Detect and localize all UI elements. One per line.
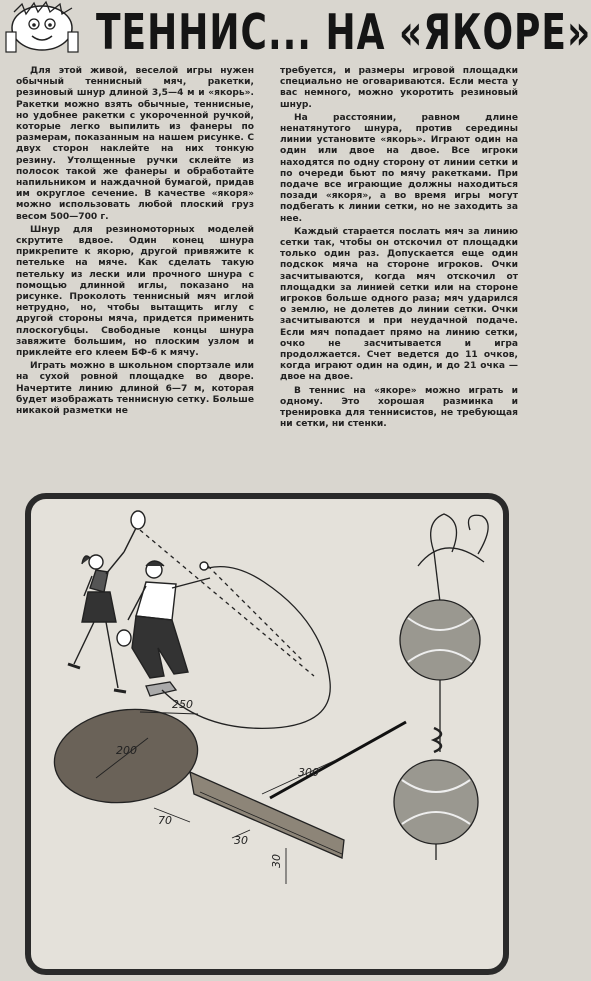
dimension-label: 30 (234, 834, 248, 847)
dimension-label: 300 (298, 766, 319, 779)
paragraph: Каждый старается послать мяч за линию сетки так, чтобы он отскочил от площадки только один раз. Допускается еще один подскок мяча на стороне игроков. Очки засчитываются, когда мяч отскочил от площадки за линией сетки или на стороне игроков больше одного раза; мяч ударился о землю, не долетев до линии сетки. Очки засчитываются и при неудачной подаче. Если мяч попадает прямо на линию сетки, очко не засчитывается и игра продолжается. Счет ведется до 11 очков, когда играют один на один, и до 21 очка — двое на двое. (280, 226, 518, 383)
dimension-label: 70 (158, 814, 172, 827)
right-column (280, 66, 518, 433)
paragraph: В теннис на «якоре» можно играть и одному. Это хорошая разминка и тренировка для теннисистов, не требующая ни сетки, ни стенки. (280, 385, 518, 430)
illustration (24, 492, 510, 976)
dimension-label: 30 (270, 854, 283, 868)
article-title: ТЕННИС... НА «ЯКОРЕ» (96, 6, 591, 62)
paragraph: требуется, и размеры игровой площадки специально не оговариваются. Если места у вас немного, можно укоротить резиновый шнур. (280, 66, 518, 110)
paragraph: Для этой живой, веселой игры нужен обычный теннисный мяч, ракетки, резиновый шнур длиной 3,5—4 м и «якорь». Ракетки можно взять обычные, теннисные, но удобнее ракетки с укороченной ручкой, которые легко выпилить из фанеры по размерам, показанным на нашем рисунке. С двух сторон наклейте на них тонкую резину. Утолщенные ручки склейте из полосок такой же фанеры и обработайте напильником и наждачной бумагой, придав им округлое сечение. В качестве «якоря» можно использовать любой плоский груз весом 500—700 г. (16, 66, 254, 222)
paragraph: Играть можно в школьном спортзале или на сухой ровной площадке во дворе. Начертите линию длиной 6—7 м, которая будет изображать теннисную сетку. Больше никакой разметки не (16, 361, 254, 417)
paragraph: Шнур для резиномоторных моделей скрутите вдвое. Один конец шнура прикрепите к якорю, другой привяжите к петельке на мяче. Как сделать такую петельку из лески или прочного шнура с помощью длинной иглы, показано на рисунке. Проколоть теннисный мяч иглой нетрудно, но, чтобы вытащить иглу с другой стороны мяча, придется применить плоскогубцы. Свободные концы шнура завяжите большим, но плоским узлом и приклейте его клеем БФ-6 к мячу. (16, 224, 254, 359)
paragraph: На расстоянии, равном длине ненатянутого шнура, против середины линии установите «якорь». Играют один на один или двое на двое. Все игроки находятся по одну сторону от линии сетки и по очереди бьют по мячу ракетками. При подаче все играющие должны находиться позади «якоря», а во время игры могут подбегать к линии сетки, но не заходить за нее. (280, 112, 518, 224)
dimension-label: 250 (172, 698, 193, 711)
dimension-label: 200 (116, 744, 137, 757)
left-column (16, 66, 254, 419)
mascot-illustration (4, 2, 84, 56)
